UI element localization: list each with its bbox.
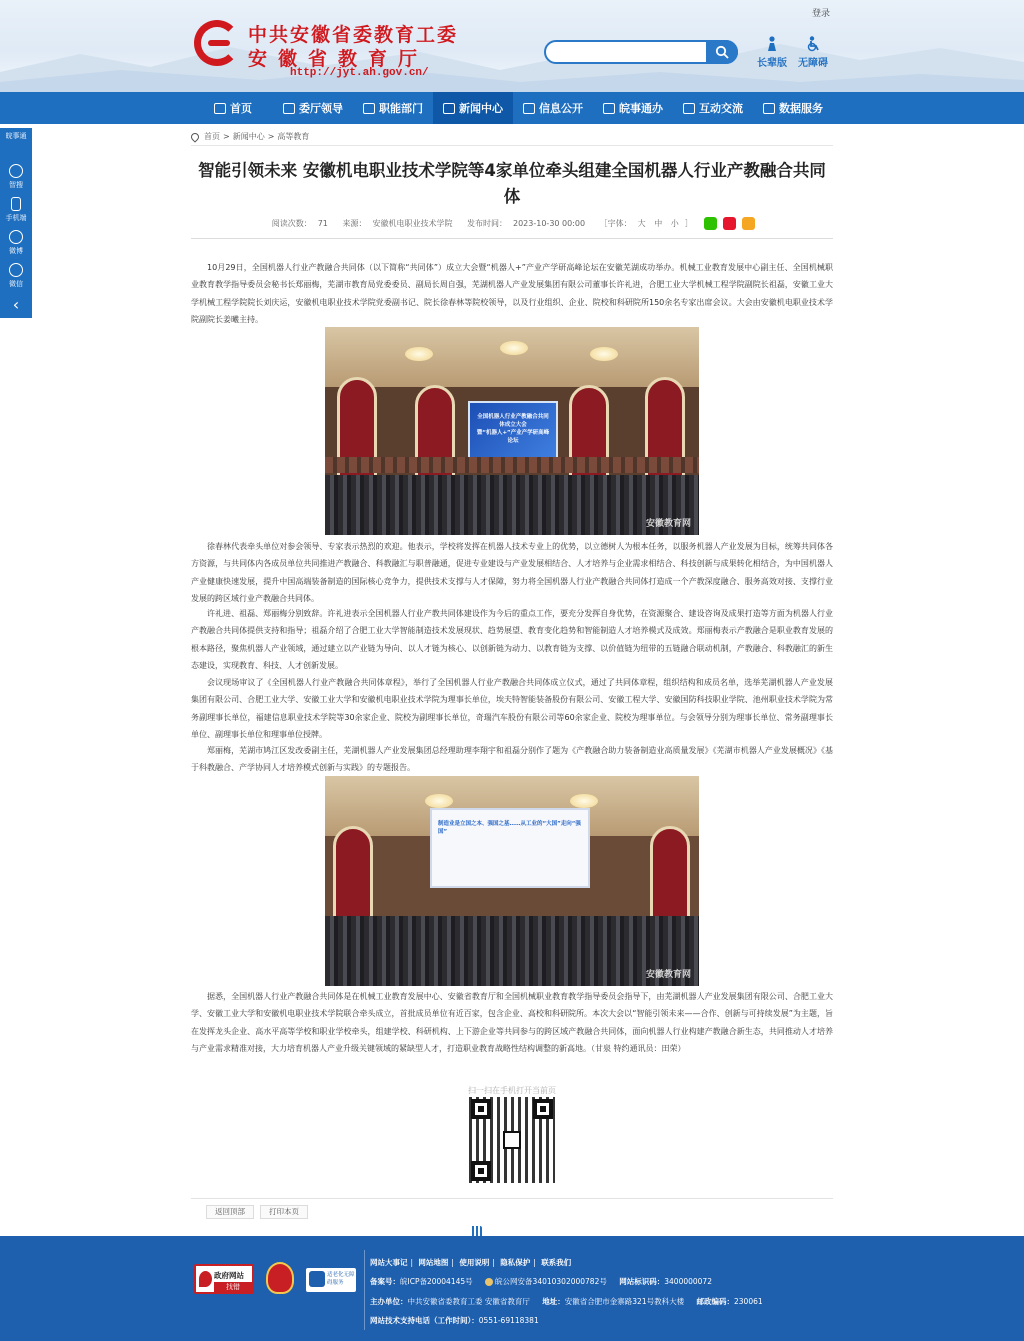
page-qr-code: [469, 1097, 555, 1183]
address-value: 安徽省合肥市金寨路321号教科大楼: [564, 1297, 685, 1306]
elder-friendly-badge[interactable]: [306, 1268, 356, 1292]
photo-screen: [468, 401, 558, 461]
photo-watermark: 安徽教育网: [645, 519, 691, 529]
police-badge-icon: [485, 1278, 493, 1286]
address-label: 地址：: [542, 1297, 565, 1306]
float-item-mobile[interactable]: [0, 194, 32, 227]
zip-label: 邮政编码：: [696, 1297, 734, 1306]
article-photo-report: [325, 776, 699, 986]
meta-date: [464, 219, 588, 228]
footer-support: [370, 1315, 539, 1326]
photo-lamp: [500, 341, 528, 355]
support-phone: 0551-69118381: [478, 1316, 539, 1325]
float-label: 手机端: [5, 214, 27, 222]
service-icon: [603, 103, 615, 114]
accessibility-button[interactable]: [796, 36, 830, 69]
breadcrumb-separator: >: [267, 132, 275, 141]
photo-ceiling: [325, 327, 699, 387]
meta-source: [339, 219, 455, 228]
meta-source-value: 安徽机电职业技术学院: [372, 219, 453, 228]
font-large-button[interactable]: 大: [637, 219, 646, 228]
photo-audience: [325, 475, 699, 535]
photo-tables: [325, 457, 699, 473]
main-nav: [0, 92, 1024, 124]
float-item-wechat[interactable]: [0, 260, 32, 293]
nav-item-label: 数据服务: [779, 102, 823, 115]
qr-finder: [471, 1161, 491, 1181]
qr-finder: [471, 1099, 491, 1119]
photo-lamp: [425, 794, 453, 808]
font-small-button[interactable]: 小: [670, 219, 679, 228]
footer-divider: [364, 1250, 365, 1330]
icp-label: 备案号：: [370, 1277, 400, 1286]
font-size-label: ［字体：: [599, 219, 632, 228]
photo-watermark: 安徽教育网: [645, 970, 691, 980]
nav-item-label: 委厅领导: [299, 102, 343, 115]
article-paragraph: 10月29日，全国机器人行业产教融合共同体（以下简称“共同体”）成立大会暨“机器人+”产业产学研高峰论坛在安徽芜湖成功举办。机械工业教育发展中心副主任、全国机械职业教育教学指导委员会秘书长郑丽梅，芜湖市教育局党委委员、副局长周自强，芜湖机器人产业发展集团有限公司董事长许礼进，合肥工业大学机械工程学院副院长祖磊，安徽工业大学机械工程学院院长刘庆运，安徽机电职业技术学院党委副书记、院长徐春林等院校领导，以及行业组织、企业、院校和科研院所150余名专家出席会议。大会由安徽机电职业技术学院副院长姜曦主持。: [191, 263, 833, 324]
home-icon: [214, 103, 226, 114]
nav-item-info[interactable]: [513, 92, 593, 124]
icp-number[interactable]: 皖ICP备20004145号: [400, 1277, 473, 1286]
nav-item-interact[interactable]: [673, 92, 753, 124]
meta-reads-value: 71: [317, 219, 328, 228]
chat-icon: [683, 103, 695, 114]
float-label: 微信: [9, 280, 23, 288]
article-photo-conference: [325, 327, 699, 535]
qr-finder: [533, 1099, 553, 1119]
nav-item-label: 首页: [230, 102, 252, 115]
leaders-icon: [283, 103, 295, 114]
float-item-wanshitong[interactable]: [0, 128, 32, 161]
search-box: [544, 40, 738, 64]
logo-url: http://jyt.ah.gov.cn/: [290, 67, 429, 79]
divider: [191, 238, 833, 239]
wechat-icon: [9, 263, 23, 277]
float-item-search[interactable]: [0, 161, 32, 194]
nav-item-departments[interactable]: [353, 92, 433, 124]
nav-item-news[interactable]: [433, 92, 513, 124]
site-header: [0, 0, 1024, 92]
accessibility-icon: [309, 1271, 325, 1287]
footer-links: 网站大事记 | 网站地图 | 使用说明 | 隐私保护 | 联系我们: [370, 1258, 572, 1267]
meta-source-label: 来源：: [342, 219, 367, 228]
meta-date-label: 发布时间：: [467, 219, 507, 228]
footer-link[interactable]: 网站大事记: [370, 1258, 408, 1267]
mobile-icon: [11, 197, 21, 211]
article-paragraph: 据悉，全国机器人行业产教融合共同体是在机械工业教育发展中心、安徽省教育厅和全国机械职业教育教学指导委员会指导下，由芜湖机器人产业发展集团有限公司、合肥工业大学、安徽工业大学和安徽机电职业技术学院联合牵头成立，首批成员单位有近百家，包含企业、高校和科研院所。本次大会以“智能引领未来——合作、创新与可持续发展”为主题，旨在发挥龙头企业、高水平高等学校和职业学校牵头，组建学校、科研机构、上下游企业等共同参与的跨区域产教融合共同体，面向机器人行业构建产教融合新生态，共同推动人才培养与产业需求精准对接，大力培育机器人产业升级关键领域的紧缺型人才，打造职业教育战略性结构调整的新高地。（甘泉 特约通讯员：田荣）: [191, 992, 833, 1053]
nav-item-home[interactable]: [193, 92, 273, 124]
footer-host: [370, 1296, 763, 1307]
photo-lamp: [570, 794, 598, 808]
photo-audience: [325, 916, 699, 986]
info-icon: [523, 103, 535, 114]
qr-caption: 扫一扫在手机打开当前页: [468, 1086, 556, 1095]
photo-screen-text: 制造业是立国之本、强国之基……从工业的“大国”走向“强国”: [438, 821, 581, 835]
footer-registration: [370, 1276, 712, 1287]
weibo-share-icon[interactable]: [723, 217, 736, 230]
divider: [191, 1198, 833, 1199]
elder-mode-button[interactable]: [755, 36, 789, 69]
host-value: 中共安徽省委教育工委 安徽省教育厅: [407, 1297, 530, 1306]
location-marker-icon: [199, 1271, 212, 1287]
footer-link[interactable]: 网站地图: [418, 1258, 449, 1267]
search-input[interactable]: [552, 44, 702, 60]
footer-link[interactable]: 使用说明: [459, 1258, 490, 1267]
support-label: 网站技术支持电话（工作时间）：: [370, 1316, 479, 1325]
float-label: 皖事通: [5, 132, 27, 140]
weibo-icon: [9, 230, 23, 244]
nav-item-label: 皖事通办: [619, 102, 663, 115]
meta-reads-label: 阅读次数：: [271, 219, 312, 228]
nav-item-data[interactable]: [753, 92, 833, 124]
site-code-label: 网站标识码：: [619, 1277, 665, 1286]
photo-screen-text: 全国机器人行业产教融合共同体成立大会 暨“机器人+”产业产学研高峰论坛: [476, 414, 550, 444]
article-paragraph: 徐春林代表牵头单位对参会领导、专家表示热烈的欢迎。他表示，学校将发挥在机器人技术专业上的优势，以立德树人为根本任务，以服务机器人产业发展为目标，统筹共同体各方资源，与共同体内各成员单位共同推进产教融合、科教融汇与职普融通，促进专业建设与产业发展相结合、人才培养与企业需求相结合、科技创新与成果转化相结合，为中国机器人产业健康快速发展，提升中国高端装备制造的国际核心竞争力，提供技术支撑与人才保障，努力将全国机器人行业产教融合共同体打造成一个产教深度融合、服务高效对接、支撑行业发展的跨区域行业产教融合共同体。: [191, 542, 833, 603]
elder-mode-label: 长辈版: [757, 58, 787, 69]
float-item-weibo[interactable]: [0, 227, 32, 260]
font-size-close: ］: [684, 219, 693, 228]
footer-link[interactable]: 隐私保护: [500, 1258, 531, 1267]
search-icon: [715, 45, 729, 59]
accessibility-label: 无障碍: [798, 58, 828, 69]
elder-icon: [765, 36, 779, 52]
footer-link[interactable]: 联系我们: [541, 1258, 572, 1267]
nav-item-label: 职能部门: [379, 102, 423, 115]
org-icon: [363, 103, 375, 114]
breadcrumb-home[interactable]: 首页: [204, 132, 220, 141]
nav-item-label: 新闻中心: [459, 102, 503, 115]
logo-title-line1: 中共安徽省委教育工委: [248, 24, 459, 46]
float-label: 智搜: [9, 181, 23, 189]
location-pin-icon: [189, 131, 200, 142]
badge-subtitle: 找错: [214, 1282, 252, 1292]
badge-text: 适老化无障碍服务: [327, 1272, 355, 1286]
site-logo[interactable]: [194, 18, 464, 80]
article-paragraph: 郑丽梅，芜湖市鸠江区发改委副主任，芜湖机器人产业发展集团总经理助理李翔宇和祖磊分别作了题为《产教融合助力装备制造业高质量发展》《芜湖市机器人产业发展概况》《基于科教融合、产学协同人才培养模式创新与实践》的专题报告。: [191, 746, 833, 773]
article-paragraph: 许礼进、祖磊、郑丽梅分别致辞。许礼进表示全国机器人行业产教共同体建设作为今后的重点工作，要充分发挥自身优势，在资源聚合、建设咨询及成果打造等方面为机器人行业产教融合共同体提供支持和指导；祖磊介绍了合肥工业大学智能制造技术发展现状、趋势展望、教育变化趋势和智能制造人才培养模式及成效。郑丽梅表示产教融合是职业教育发展的根本路径，聚焦机器人产业领域，通过建立以产业链为导向、以人才链为核心、以创新链为动力、以教育链为支撑、以价值链为纽带的五链融合联动机制，产教融合、科教融汇的新生态建设，实现教育、科技、人才创新发展。: [191, 609, 833, 670]
party-emblem-badge[interactable]: [266, 1262, 294, 1294]
news-icon: [443, 103, 455, 114]
logo-title-line2: 安徽省教育厅: [248, 48, 429, 70]
mountain-background: [0, 32, 1024, 92]
host-label: 主办单位：: [370, 1297, 408, 1306]
search-button[interactable]: [706, 40, 738, 64]
login-link[interactable]: 登录: [812, 9, 831, 19]
breadcrumb-separator: >: [223, 132, 230, 141]
divider: [191, 145, 833, 146]
photo-lamp: [590, 347, 618, 361]
zip-value: 230061: [734, 1297, 763, 1306]
nav-item-label: 信息公开: [539, 102, 583, 115]
article-title: 智能引领未来 安徽机电职业技术学院等4家单位牵头组建全国机器人行业产教融合共同体: [198, 161, 826, 206]
gov-site-error-badge[interactable]: [194, 1264, 254, 1294]
search-icon: [9, 164, 23, 178]
accessibility-icon: [806, 36, 820, 52]
wechat-share-icon[interactable]: [704, 217, 717, 230]
float-collapse-button[interactable]: ‹: [12, 295, 20, 314]
article-paragraph: 会议现场审议了《全国机器人行业产教融合共同体章程》，举行了全国机器人行业产教融合共同体成立仪式，通过了共同体章程，组织结构和成员名单，选举芜湖机器人产业发展集团有限公司、合肥工业大学、安徽工业大学和安徽机电职业技术学院为理事长单位，埃夫特智能装备股份有限公司、安徽工程大学、安徽国防科技职业学院、池州职业技术学院为常务副理事长单位，福建信息职业技术学院等30余家企业、院校为副理事长单位，奇瑞汽车股份有限公司等60余家企业、院校为理事单位。与会领导分别为理事长单位、常务副理事长单位、副理事长单位和理事单位授牌。: [191, 678, 833, 739]
back-to-top-button[interactable]: 返回顶部: [206, 1205, 254, 1219]
photo-lamp: [405, 347, 433, 361]
meta-date-value: 2023-10-30 00:00: [513, 219, 586, 228]
badge-title: 政府网站: [214, 1271, 244, 1280]
nav-item-label: 互动交流: [699, 102, 743, 115]
breadcrumb: [191, 131, 312, 142]
print-button[interactable]: 打印本页: [260, 1205, 308, 1219]
qr-center: [503, 1131, 521, 1149]
float-label: 微博: [9, 247, 23, 255]
data-icon: [763, 103, 775, 114]
nav-item-leaders[interactable]: [273, 92, 353, 124]
breadcrumb-news[interactable]: 新闻中心: [232, 132, 265, 141]
nav-item-service[interactable]: [593, 92, 673, 124]
breadcrumb-higher-edu[interactable]: 高等教育: [277, 132, 310, 141]
qzone-share-icon[interactable]: [742, 217, 755, 230]
photo-screen: [430, 808, 590, 888]
site-code: 3400000072: [664, 1277, 712, 1286]
logo-emblem-icon: [194, 20, 240, 66]
police-number[interactable]: 皖公网安备34010302000782号: [495, 1277, 607, 1286]
left-float-bar: [0, 128, 32, 318]
article-meta: [191, 217, 833, 230]
meta-reads: [269, 219, 331, 228]
font-medium-button[interactable]: 中: [654, 219, 663, 228]
font-size-control: [597, 219, 696, 228]
